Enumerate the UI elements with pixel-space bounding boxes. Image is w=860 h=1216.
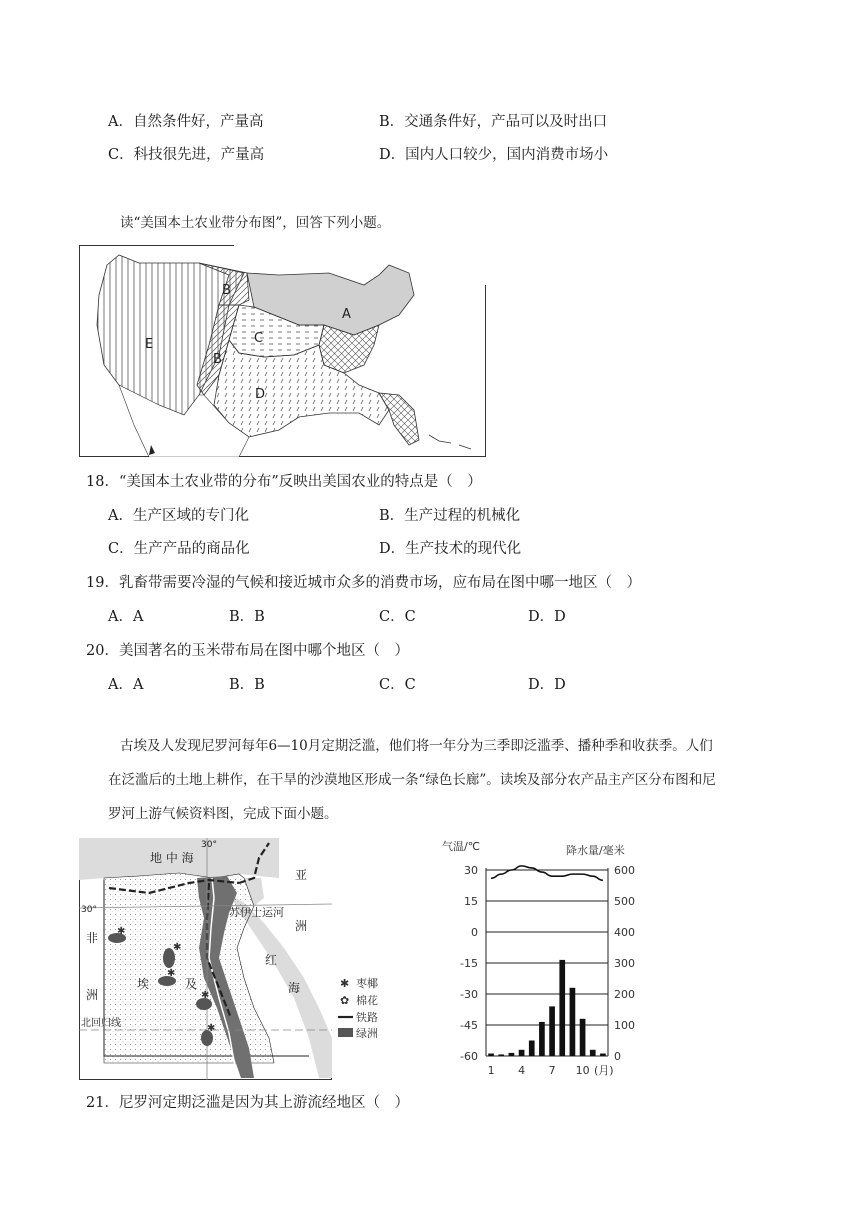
temp-tick-label: 30 (464, 864, 478, 877)
precip-bar (600, 1054, 606, 1056)
month-tick-label: 4 (518, 1064, 526, 1077)
legend-oasis: 绿洲 (356, 1027, 378, 1040)
q20-option-b[interactable]: B．B (229, 677, 265, 693)
label-tropic: 北回归线 (81, 1018, 121, 1029)
q17-option-b[interactable]: B．交通条件好，产品可以及时出口 (379, 114, 608, 130)
label-egypt-2: 及 (185, 977, 198, 991)
precip-bar (539, 1022, 545, 1056)
label-africa-2: 洲 (86, 988, 99, 1002)
label-egypt-1: 埃 (137, 977, 150, 991)
svg-text:✱: ✱ (201, 990, 210, 1001)
egypt-intro-line3: 罗河上游气候资料图，完成下面小题。 (108, 806, 338, 822)
label-africa-1: 非 (86, 931, 99, 945)
q19-option-a[interactable]: A．A (108, 609, 144, 625)
label-asia-2: 洲 (295, 919, 308, 933)
precip-bar (580, 1019, 586, 1056)
label-e: E (145, 337, 154, 352)
svg-text:✱: ✱ (167, 968, 176, 979)
label-b-north: B (222, 283, 231, 298)
q20-option-d[interactable]: D．D (528, 677, 566, 693)
label-c: C (254, 331, 264, 346)
temp-tick-label: -15 (460, 957, 478, 970)
oasis-icon (338, 1028, 353, 1037)
precip-bar (509, 1053, 515, 1056)
temp-tick-label: -60 (460, 1050, 478, 1063)
label-d: D (255, 387, 266, 402)
egypt-map-legend (336, 972, 416, 1044)
q19-stem: 19．乳畜带需要冷湿的气候和接近城市众多的消费市场，应布局在图中哪一地区（ ） (86, 575, 641, 591)
q20-option-c[interactable]: C．C (379, 677, 416, 693)
temp-tick-label: -45 (460, 1019, 478, 1032)
temp-tick-label: 15 (464, 895, 478, 908)
q20-stem: 20．美国著名的玉米带布局在图中哪个地区（ ） (86, 643, 409, 659)
svg-text:✱: ✱ (173, 942, 182, 953)
egypt-intro-line1: 古埃及人发现尼罗河每年6—10月定期泛滥，他们将一年分为三季即泛滥季、播种季和收获季。人们 (120, 738, 713, 754)
legend-cotton: 棉花 (356, 994, 378, 1007)
month-tick-label: 7 (548, 1064, 556, 1077)
precip-tick-label: 600 (614, 864, 635, 877)
q18-option-a[interactable]: A．生产区域的专门化 (108, 508, 249, 524)
precip-tick-label: 0 (614, 1050, 621, 1063)
climate-chart (436, 834, 636, 1084)
label-suez-canal: 苏伊士运河 (229, 906, 284, 919)
precip-tick-label: 100 (614, 1019, 635, 1032)
precip-bar (590, 1050, 596, 1056)
precip-bar (570, 988, 576, 1056)
q20-option-a[interactable]: A．A (108, 677, 144, 693)
temp-tick-label: 0 (471, 926, 478, 939)
month-tick-label: 10 (575, 1064, 590, 1077)
legend-railway: 铁路 (356, 1011, 378, 1024)
q19-option-b[interactable]: B．B (229, 609, 265, 625)
q19-option-d[interactable]: D．D (528, 609, 566, 625)
q18-stem: 18．“美国本土农业带的分布”反映出美国农业的特点是（ ） (86, 474, 482, 490)
precip-tick-label: 300 (614, 957, 635, 970)
q17-option-d[interactable]: D．国内人口较少，国内消费市场小 (379, 147, 609, 163)
q18-option-b[interactable]: B．生产过程的机械化 (379, 508, 521, 524)
label-a: A (342, 307, 351, 322)
chart-ylabel-left: 气温/℃ (442, 840, 481, 853)
precip-bar (498, 1054, 504, 1056)
svg-text:✱: ✱ (117, 926, 126, 937)
svg-text:✱: ✱ (207, 1023, 216, 1034)
q21-stem: 21．尼罗河定期泛滥是因为其上游流经地区（ ） (86, 1095, 409, 1111)
label-b-south: B (213, 352, 222, 367)
egypt-intro-line2: 在泛滥后的土地上耕作，在干旱的沙漠地区形成一条“绿色长廊”。读埃及部分农产品主产区分布图和尼 (108, 772, 716, 788)
label-red-sea-2: 海 (288, 981, 301, 995)
q17-option-c[interactable]: C．科技很先进，产量高 (108, 147, 265, 163)
q17-option-a[interactable]: A．自然条件好，产量高 (108, 114, 264, 130)
legend-palm: 枣椰 (356, 977, 378, 990)
label-asia-1: 亚 (295, 868, 308, 882)
precip-bar (529, 1041, 535, 1057)
precip-bar (559, 960, 565, 1056)
precip-bar (488, 1054, 494, 1056)
precip-bar (519, 1050, 525, 1056)
egypt-agriculture-map (79, 838, 332, 1080)
precip-tick-label: 400 (614, 926, 635, 939)
label-lat30: 30° (81, 905, 97, 915)
us-agriculture-map (79, 245, 486, 457)
temp-tick-label: -30 (460, 988, 478, 1001)
label-lon30: 30° (201, 840, 217, 850)
month-tick-label: 1 (487, 1064, 495, 1077)
cotton-icon: ✿ (340, 994, 350, 1007)
precip-tick-label: 200 (614, 988, 635, 1001)
temperature-line (491, 866, 603, 880)
us-map-intro: 读“美国本土农业带分布图”，回答下列小题。 (120, 215, 391, 231)
label-mediterranean: 地 中 海 (150, 851, 194, 865)
palm-icon: ✱ (340, 977, 350, 990)
precip-bar (549, 1006, 555, 1056)
q18-option-c[interactable]: C．生产产品的商品化 (108, 541, 250, 557)
chart-xlabel: (月) (594, 1064, 614, 1077)
chart-ylabel-right: 降水量/毫米 (566, 844, 625, 857)
q18-option-d[interactable]: D．生产技术的现代化 (379, 541, 522, 557)
label-red-sea-1: 红 (265, 953, 278, 967)
precip-tick-label: 500 (614, 895, 635, 908)
q19-option-c[interactable]: C．C (379, 609, 416, 625)
